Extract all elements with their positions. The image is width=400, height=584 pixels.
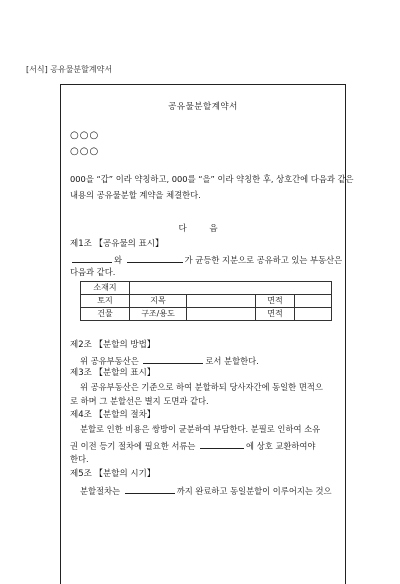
party-one-name: ○○○ [70, 130, 100, 141]
intro-line-2: 내용의 공유물분할 계약을 체결한다. [70, 190, 201, 200]
table-row [81, 308, 332, 321]
table-row [81, 282, 332, 295]
article-1-line-1 [70, 254, 342, 264]
intro-line-1: 000을 “갑” 이라 약칭하고, 000를 “을” 이라 약칭한 후, 상호간에 다음과 같은 [70, 174, 354, 184]
article-2-text-b: 로서 분할한다. [205, 356, 259, 366]
contract-sheet [60, 84, 354, 584]
article-4-text-a: 권 이전 등기 절차에 필요한 서류는 [70, 441, 196, 451]
article-2-line-1 [80, 355, 259, 365]
location-label: 소재지 [81, 282, 130, 295]
table-row [81, 295, 332, 308]
article-4-line-1: 분할로 인한 비용은 쌍방이 균분하여 부담한다. 분필로 인하여 소유 [80, 424, 321, 434]
article-3-line-2: 로 하며 그 분할선은 별지 도면과 같다. [70, 396, 209, 406]
land-label: 토지 [81, 295, 130, 308]
owner-b-blank[interactable] [127, 254, 183, 263]
property-table [80, 281, 332, 321]
building-area-label: 면적 [256, 308, 295, 321]
article-3-title: 제3조 【분할의 표시】 [70, 368, 156, 378]
article-4-text-b: 에 상호 교환하여야 [246, 441, 316, 451]
building-area-value[interactable] [295, 308, 332, 321]
structure-label: 구조/용도 [130, 308, 187, 321]
land-area-label: 면적 [256, 295, 295, 308]
category-label: 지목 [130, 295, 187, 308]
article-1-text-b: 가 균등한 지분으로 공유하고 있는 부동산은 [184, 255, 343, 265]
building-label: 건물 [81, 308, 130, 321]
article-2-text-a: 위 공유부동산은 [80, 356, 139, 366]
article-1-line-2: 다음과 같다. [70, 267, 116, 277]
owner-a-blank[interactable] [72, 254, 112, 263]
article-5-title: 제5조 【분할의 시기】 [70, 469, 156, 479]
article-5-text-b: 까지 완료하고 동일분할이 이루어지는 것으 [176, 486, 332, 496]
article-4-line-2 [70, 440, 315, 450]
article-2-title: 제2조 【분할의 방법】 [70, 340, 156, 350]
deadline-blank[interactable] [125, 485, 175, 494]
article-3-line-1: 위 공유부동산은 기준으로 하여 분할하되 당사자간에 동일한 면적으 [80, 382, 323, 392]
structure-value[interactable] [187, 308, 256, 321]
category-value[interactable] [187, 295, 256, 308]
article-1-title: 제1조 【공유물의 표시】 [70, 239, 164, 249]
article-1-text-a: 와 [114, 255, 123, 265]
location-value[interactable] [130, 282, 332, 295]
document-title: 공유물분할계약서 [168, 102, 238, 112]
form-caption: [서식] 공유물분할계약서 [26, 65, 113, 74]
article-5-line-1 [80, 485, 332, 495]
method-blank[interactable] [143, 355, 203, 364]
article-5-text-a: 분할절차는 [80, 486, 121, 496]
party-two-name: ○○○ [70, 146, 100, 157]
article-4-line-3: 한다. [70, 454, 89, 464]
exchange-date-blank[interactable] [200, 440, 244, 449]
article-4-title: 제4조 【분할의 절차】 [70, 410, 156, 420]
section-heading: 다 음 [178, 224, 228, 234]
land-area-value[interactable] [295, 295, 332, 308]
